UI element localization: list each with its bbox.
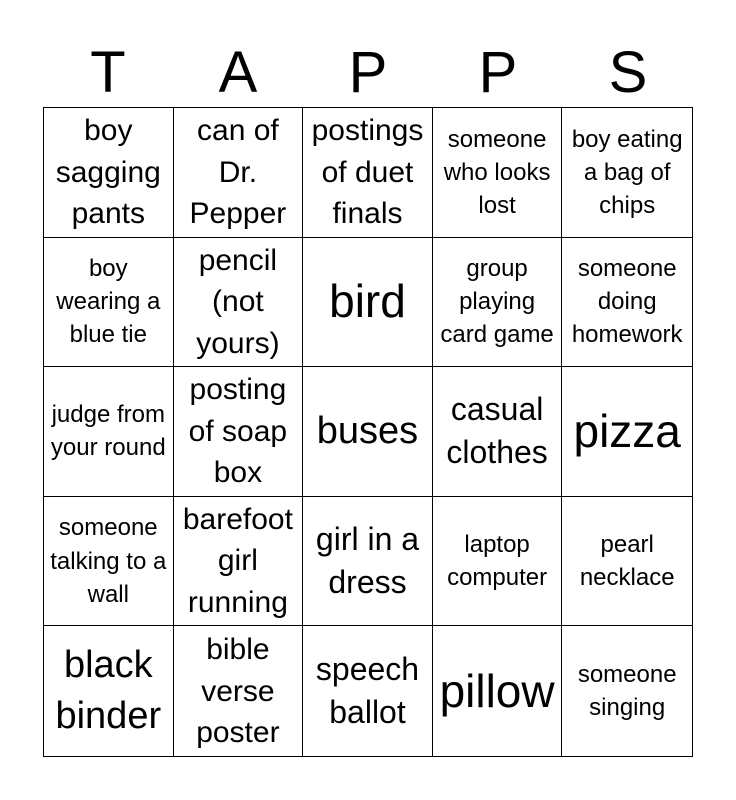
- cell-label: boy eating a bag of chips: [571, 125, 683, 219]
- cell-label: pearl necklace: [579, 530, 675, 592]
- cell-label: pizza: [573, 404, 681, 457]
- bingo-header: [43, 40, 693, 106]
- bingo-cell[interactable]: [562, 626, 692, 756]
- bingo-cell[interactable]: [174, 497, 304, 627]
- bingo-cell[interactable]: [303, 238, 433, 368]
- bingo-cell[interactable]: [303, 497, 433, 627]
- bingo-cell[interactable]: [562, 238, 692, 368]
- bingo-cell[interactable]: [433, 497, 563, 627]
- cell-label: judge from your round: [50, 401, 166, 462]
- bingo-cell[interactable]: [44, 497, 174, 627]
- bingo-cell[interactable]: [174, 367, 304, 497]
- bingo-cell[interactable]: [174, 626, 304, 756]
- bingo-cell[interactable]: [44, 108, 174, 238]
- bingo-cell[interactable]: [562, 367, 692, 497]
- cell-label: laptop computer: [447, 530, 548, 592]
- bingo-cell[interactable]: [433, 108, 563, 238]
- bingo-cell[interactable]: [44, 626, 174, 756]
- header-letter-a: A: [218, 40, 258, 105]
- header-letter-s: S: [608, 40, 648, 105]
- bingo-cell[interactable]: [433, 626, 563, 756]
- cell-label: speech ballot: [315, 650, 420, 731]
- cell-label: someone talking to a wall: [50, 514, 167, 608]
- header-letter-p-2: P: [478, 40, 518, 105]
- bingo-cell[interactable]: [174, 238, 304, 368]
- bingo-cell[interactable]: [303, 626, 433, 756]
- cell-label: barefoot girl running: [182, 503, 293, 619]
- header-letter-t: T: [90, 40, 126, 105]
- cell-label: boy sagging pants: [55, 114, 161, 230]
- cell-label: someone singing: [577, 661, 677, 722]
- cell-label: boy wearing a blue tie: [56, 255, 161, 349]
- bingo-cell[interactable]: [562, 497, 692, 627]
- cell-label: someone doing homework: [571, 255, 683, 349]
- cell-label: pencil (not yours): [196, 243, 280, 360]
- cell-label: casual clothes: [446, 390, 548, 471]
- bingo-cell[interactable]: [44, 367, 174, 497]
- cell-label: someone who looks lost: [443, 125, 551, 219]
- cell-label: girl in a dress: [315, 520, 420, 601]
- cell-label: pillow: [439, 664, 555, 717]
- cell-label: bird: [329, 275, 406, 328]
- cell-label: group playing card game: [440, 255, 554, 349]
- bingo-cell[interactable]: [44, 238, 174, 368]
- cell-label: bible verse poster: [196, 633, 280, 749]
- cell-label: posting of soap box: [188, 373, 288, 490]
- bingo-cell[interactable]: [303, 108, 433, 238]
- bingo-cell[interactable]: [303, 367, 433, 497]
- cell-label: postings of duet finals: [311, 114, 424, 230]
- bingo-board: [43, 107, 693, 757]
- cell-label: can of Dr. Pepper: [189, 114, 287, 230]
- bingo-cell[interactable]: [433, 367, 563, 497]
- bingo-cell[interactable]: [433, 238, 563, 368]
- cell-label: buses: [316, 410, 419, 453]
- header-letter-p: P: [348, 40, 388, 105]
- bingo-cell[interactable]: [562, 108, 692, 238]
- bingo-cell[interactable]: [174, 108, 304, 238]
- cell-label: black binder: [55, 644, 162, 738]
